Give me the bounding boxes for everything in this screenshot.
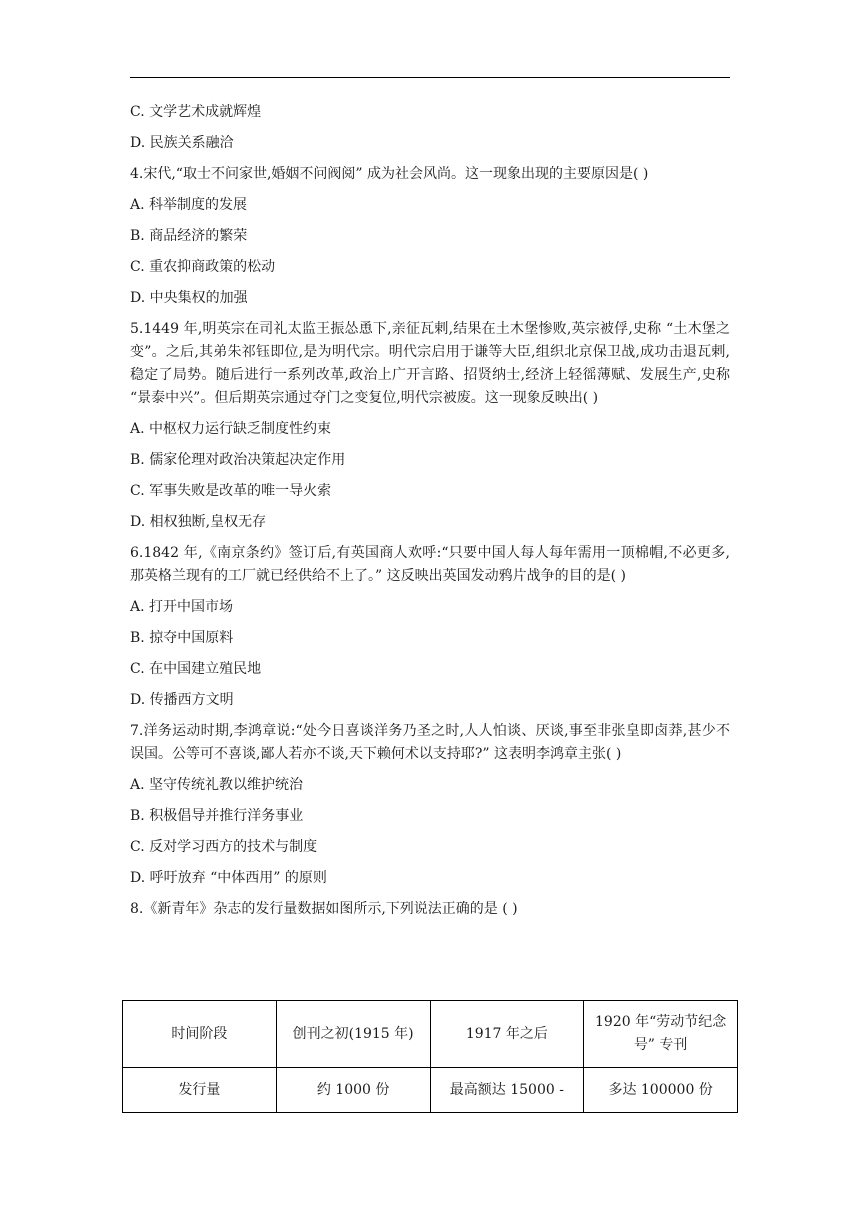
question-stem: 4.宋代,“取士不问家世,婚姻不问阀阅” 成为社会风尚。这一现象出现的主要原因是( ) [130,166,649,182]
question-stem: 5.1449 年,明英宗在司礼太监王振怂恿下,亲征瓦剌,结果在土木堡惨败,英宗被俘,史称 “土木堡之变”。之后,其弟朱祁钰即位,是为明代宗。明代宗启用于谦等大臣,组织北京保卫战,成功击退瓦剌,稳定了局势。随后进行一系列改革,政治上广开言路、招贤纳士,经济上轻徭薄赋、发展生产,史称 “景泰中兴”。但后期英宗通过夺门之变复位,明代宗被废。这一现象反映出( ) [130,321,730,406]
prev-option-c: C. 文学艺术成就辉煌 [130,104,262,120]
question-8 [130,898,730,929]
option-c: C. 在中国建立殖民地 [130,661,262,677]
question-6 [130,542,730,720]
option-c: C. 军事失败是改革的唯一导火索 [130,483,332,499]
table-row [123,1068,738,1113]
table-cell: 多达 100000 份 [584,1068,738,1113]
table-cell: 约 1000 份 [276,1068,430,1113]
option-d: D. 传播西方文明 [130,692,234,708]
option-c: C. 反对学习西方的技术与制度 [130,839,318,855]
circulation-table [122,1000,738,1113]
option-b: B. 儒家伦理对政治决策起决定作用 [130,452,346,468]
option-a: A. 科举制度的发展 [130,197,248,213]
option-b: B. 商品经济的繁荣 [130,228,248,244]
question-4 [130,163,730,318]
table-cell: 发行量 [123,1068,277,1113]
question-7 [130,720,730,898]
option-b: B. 积极倡导并推行洋务事业 [130,808,304,824]
question-5 [130,318,730,542]
table-header-cell: 创刊之初(1915 年) [276,1001,430,1068]
header-rule [130,77,730,78]
option-b: B. 掠夺中国原料 [130,630,234,646]
question-stem: 8.《新青年》杂志的发行量数据如图所示,下列说法正确的是 ( ) [130,901,518,917]
table-header-cell: 时间阶段 [123,1001,277,1068]
option-a: A. 打开中国市场 [130,599,234,615]
table-header-row [123,1001,738,1068]
table-header-cell: 1920 年“劳动节纪念号” 专刊 [584,1001,738,1068]
option-d: D. 相权独断,皇权无存 [130,514,267,530]
option-a: A. 坚守传统礼教以维护统治 [130,777,304,793]
option-a: A. 中枢权力运行缺乏制度性约束 [130,421,332,437]
table-cell: 最高额达 15000 - [430,1068,584,1113]
table-header-cell: 1917 年之后 [430,1001,584,1068]
prev-option-d: D. 民族关系融洽 [130,135,234,151]
option-d: D. 中央集权的加强 [130,290,248,306]
option-c: C. 重农抑商政策的松动 [130,259,276,275]
question-stem: 7.洋务运动时期,李鸿章说:“处今日喜谈洋务乃圣之时,人人怕谈、厌谈,事至非张皇即卤莽,甚少不误国。公等可不喜谈,鄙人若亦不谈,天下赖何术以支持耶?” 这表明李鸿章主张( ) [130,723,730,762]
question-content [130,101,730,929]
question-stem: 6.1842 年,《南京条约》签订后,有英国商人欢呼:“只要中国人每人每年需用一顶棉帽,不必更多,那英格兰现有的工厂就已经供给不上了。” 这反映出英国发动鸦片战争的目的是( ) [130,545,730,584]
option-d: D. 呼吁放弃 “中体西用” 的原则 [130,870,327,886]
